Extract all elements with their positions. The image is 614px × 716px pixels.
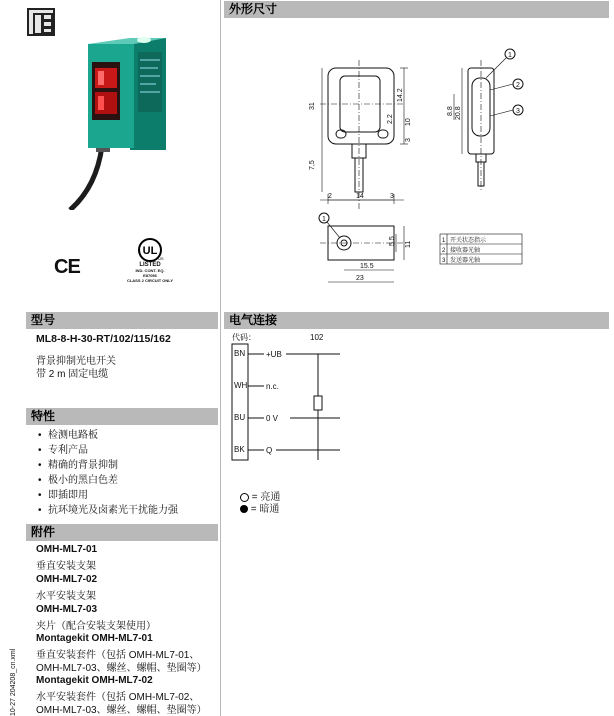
accessory-title: OMH-ML7-03 — [36, 604, 98, 615]
accessory-title: OMH-ML7-02 — [36, 574, 98, 585]
svg-text:US: US — [158, 256, 164, 261]
accessory-desc: 水平安装套件（包括 OMH-ML7-02、 — [36, 692, 200, 703]
svg-text:c: c — [138, 248, 141, 254]
legend-num-1: 1 — [442, 238, 446, 244]
document-id: 10-27 204208_cn.xml — [10, 648, 17, 716]
dimension-drawing — [224, 20, 610, 290]
accessory-desc: 夹片（配合安装支架使用） — [36, 621, 156, 632]
features-header: 特性 — [26, 408, 218, 425]
ul-line3: CLASS 2 CIRCUIT ONLY — [126, 278, 174, 283]
dimensions-header: 外形尺寸 — [224, 1, 609, 18]
model-number: ML8-8-H-30-RT/102/115/162 — [36, 333, 171, 345]
dim-2: 2 — [328, 193, 332, 200]
ul-line1: IND. CONT. EQ. — [135, 268, 165, 273]
callout-1-top: 1 — [322, 216, 326, 223]
callout-3: 3 — [516, 108, 520, 115]
legend-num-3: 3 — [442, 258, 446, 264]
dim-7-5: 7,5 — [309, 160, 316, 170]
wire-code: BU — [234, 413, 246, 422]
wire-code: BN — [234, 349, 246, 358]
ul-logo-icon — [136, 238, 164, 262]
dim-11: 11 — [405, 240, 412, 248]
dim-14: 14 — [356, 193, 364, 200]
product-description-1: 背景抑制光电开关 — [36, 356, 116, 367]
legend-text-3: 发送器光轴 — [450, 258, 481, 264]
wire-code: BK — [234, 445, 245, 454]
svg-text:UL: UL — [142, 245, 158, 257]
accessory-title: OMH-ML7-01 — [36, 544, 98, 555]
dim-23: 23 — [356, 275, 364, 282]
model-header: 型号 — [26, 312, 218, 329]
wiring-code-value: 102 — [310, 333, 324, 342]
feature-item: • 抗环境光及卤素光干扰能力强 — [48, 505, 178, 517]
ce-mark: CE — [54, 256, 80, 278]
product-photo — [58, 26, 194, 210]
wire-signal: 0 V — [266, 414, 279, 423]
dark-on-text: = 暗通 — [250, 504, 280, 515]
legend-text-2: 接收器光轴 — [450, 248, 481, 254]
accessory-desc: 垂直安装套件（包括 OMH-ML7-01、 — [36, 650, 200, 661]
dim-3: 3 — [405, 138, 412, 142]
dim-14-2: 14.2 — [397, 88, 404, 102]
accessories-header: 附件 — [26, 524, 218, 541]
accessory-title: Montagekit OMH-ML7-01 — [36, 633, 153, 644]
wire-signal: n.c. — [266, 382, 279, 391]
light-on-text: = 亮通 — [251, 492, 281, 503]
ul-listed: LISTED — [139, 262, 161, 268]
accessory-desc: 水平安装支架 — [36, 591, 96, 602]
wire-signal: +UB — [266, 350, 282, 359]
dim-10: 10 — [405, 118, 412, 126]
dim-2-2: 2.2 — [387, 114, 394, 124]
dim-5-5: 5.5 — [389, 236, 396, 246]
feature-item: • 检测电路板 — [48, 430, 98, 442]
column-divider — [220, 0, 221, 716]
dim-20-8: 20.8 — [455, 106, 462, 120]
accessory-title: Montagekit OMH-ML7-02 — [36, 675, 153, 686]
filled-circle-icon — [240, 505, 248, 513]
feature-item: • 即插即用 — [48, 490, 88, 502]
accessory-desc-2: OMH-ML7-03、螺丝、螺帽、垫圈等） — [36, 663, 207, 674]
feature-item: • 极小的黑白色差 — [48, 475, 118, 487]
legend-text-1: 开关状态指示 — [450, 238, 487, 244]
accessory-desc: 垂直安装支架 — [36, 561, 96, 572]
callout-2: 2 — [516, 82, 520, 89]
wire-code: WH — [234, 381, 248, 390]
dark-on-legend — [240, 500, 279, 515]
dim-3b: 3 — [390, 193, 394, 200]
category-icon — [27, 8, 55, 36]
callout-1: 1 — [508, 52, 512, 59]
ul-line2: E87056 — [143, 273, 157, 278]
legend-num-2: 2 — [442, 248, 446, 254]
dim-15-5: 15.5 — [360, 263, 374, 270]
accessory-desc-2: OMH-ML7-03、螺丝、螺帽、垫圈等） — [36, 705, 207, 716]
wire-signal: Q — [266, 446, 273, 455]
electrical-header: 电气连接 — [224, 312, 609, 329]
dim-8-8: 8.8 — [447, 106, 454, 116]
dim-31: 31 — [309, 102, 316, 110]
feature-item: • 专利产品 — [48, 445, 88, 457]
ul-listed-mark — [118, 238, 182, 283]
wiring-code-label: 代码： — [232, 333, 256, 342]
product-description-2: 带 2 m 固定电缆 — [36, 369, 109, 380]
feature-item: • 精确的背景抑制 — [48, 460, 118, 472]
